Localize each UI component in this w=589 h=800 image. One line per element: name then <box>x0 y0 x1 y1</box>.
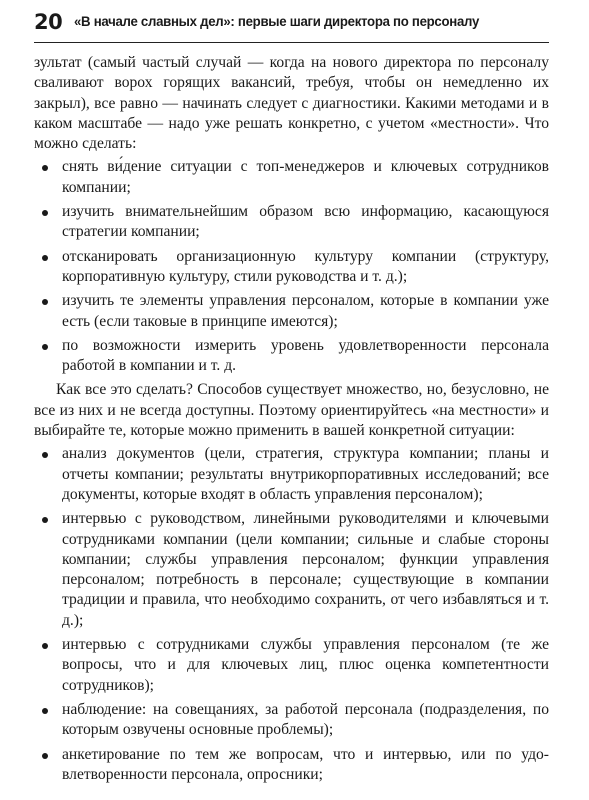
bullet-icon <box>42 210 48 216</box>
list-item <box>34 336 549 377</box>
list-item <box>34 444 549 505</box>
bullet-icon <box>42 344 48 350</box>
paragraph-intro: зультат (самый частый случай — когда на нового директора по персоналу сваливают ворох горящих вакансий, требуя, чтобы он немедленно их закрыл), все равно — начинать следует с диагностики. Какими методами и в каком масштабе — надо уже решать конкретно, с учетом «местности». Что можно сделать: <box>34 54 549 153</box>
list-item-text: наблюдение: на совещаниях, за работой персонала (подразделения, по которым озвучены основные проблемы); <box>62 700 549 739</box>
list-item-text: снять ви́дение ситуации с топ-менеджеров и ключевых сотрудников компании; <box>62 158 549 196</box>
list-item <box>34 635 549 696</box>
bullet-icon <box>42 517 48 523</box>
list-item <box>34 247 549 288</box>
bullet-icon <box>42 643 48 649</box>
list-item-text: отсканировать организационную культуру компании (структуру, корпоративную культуру, стили руководства и т. д.); <box>62 247 549 285</box>
bullet-icon <box>42 452 48 458</box>
bullet-icon <box>42 708 48 714</box>
running-head <box>34 2 549 43</box>
list-item-text: интервью с сотрудниками службы управления персоналом (те же вопросы, что и для ключевых лиц, плюс оценка компетентности сотрудников); <box>62 636 549 694</box>
list-item <box>34 291 549 332</box>
bullet-list-methods <box>34 444 549 785</box>
list-item-text: по возможности измерить уровень удовлетворенности персонала работой в компании и т. д. <box>62 336 549 375</box>
list-item <box>34 700 549 741</box>
list-item-text: изучить внимательнейшим образом всю информацию, касающуюся стратегии компании; <box>62 203 549 241</box>
list-item-text: интервью с руководством, линейными руководителями и ключевыми сотрудниками компании (цели компании; сильные и слабые стороны компании; службы управления персоналом; функции управления персоналом; потребность в персонале; существующие в компании традиции и правила, что необходимо сохранить, от чего избавляться и т. д.); <box>62 510 549 629</box>
body-text <box>34 53 549 785</box>
list-item <box>34 745 549 786</box>
list-item <box>34 202 549 243</box>
list-item <box>34 509 549 631</box>
list-item <box>34 157 549 198</box>
bullet-list-actions <box>34 157 549 376</box>
bullet-icon <box>42 165 48 171</box>
bullet-icon <box>42 299 48 305</box>
chapter-title: «В начале славных дел»: первые шаги директора по персоналу <box>74 14 480 30</box>
list-item-text: анкетирование по тем же вопросам, что и интервью, или по удовлетворенности персонала, опросники; <box>62 745 549 783</box>
list-item-text: анализ документов (цели, стратегия, структура компании; планы и отчеты компании; результаты внутрикорпоративных исследований; все документы, которые входят в область управления персоналом); <box>62 445 549 503</box>
page-number: 20 <box>34 10 63 34</box>
list-item-text: изучить те элементы управления персоналом, которые в компании уже есть (если таковые в принципе имеются); <box>62 292 549 330</box>
paragraph-methods: Как все это сделать? Способов существует множество, но, безусловно, не все из них и не всегда доступны. Поэтому ориентируйтесь «на местности» и выбирайте те, которые можно применить в вашей конкретной ситуации: <box>34 381 549 440</box>
bullet-icon <box>42 255 48 261</box>
bullet-icon <box>42 753 48 759</box>
